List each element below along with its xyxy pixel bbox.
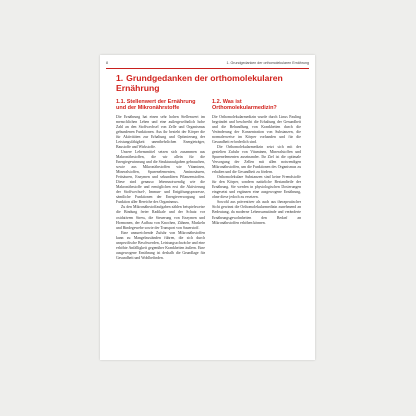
right-paragraph: Sowohl aus präventiver als auch aus therapeutischer Sicht gewinnt die Orthomolekularmedizin zunehmend an Bedeutung, da moderne Lebensumstände und veränderte Ernährungsgewohnheiten den Bedarf an Mikronährstoffen erhöhen können. — [212, 200, 301, 225]
right-column — [212, 99, 301, 349]
left-paragraph: Zu den Mikronährstoffaufgaben zählen beispielsweise die Bindung freier Radikale und der Schutz vor oxidativem Stress, die Steuerung von Enzymen und Hormonen, der Aufbau von Knochen, Zähnen, Muskeln und Bindegewebe sowie der Transport von Sauerstoff. — [116, 205, 205, 230]
chapter-title: Grundgedanken der orthomolekularen Ernährung — [116, 73, 283, 93]
chapter-number: 1. — [116, 73, 124, 83]
right-paragraph: Die Orthomolekularmedizin setzt sich mit der gezielten Zufuhr von Vitaminen, Mineralstoffen und Spurenelementen auseinander. Ihr Ziel ist die optimale Versorgung der Zellen mit allen notwendigen Mikronährstoffen, um die Funktionen des Organismus zu erhalten und die Gesundheit zu fördern. — [212, 144, 301, 175]
running-header — [106, 60, 309, 69]
running-title: 1. Grundgedanken der orthomolekularen Ernährung — [226, 61, 309, 65]
left-column — [116, 99, 205, 349]
page-number: 8 — [106, 61, 108, 65]
book-page — [100, 55, 315, 360]
section-heading-1-2: 1.2. Was ist Orthomolekularmedizin? — [212, 99, 277, 112]
right-paragraph: Orthomolekulare Substanzen sind keine Fremdstoffe für den Körper, sondern natürliche Bestandteile der Ernährung. Sie werden in physiologischen Dosierungen eingesetzt und ergänzen eine ausgewogene Ernährung, ohne diese jedoch zu ersetzen. — [212, 175, 301, 200]
right-paragraph: Die Orthomolekularmedizin wurde durch Linus Pauling begründet und beschreibt die Erhaltung der Gesundheit und die Behandlung von Krankheiten durch die Veränderung der Konzentration von Substanzen, die normalerweise im Körper vorhanden und für die Gesundheit erforderlich sind. — [212, 114, 301, 144]
section-heading-1-1: 1.1. Stellenwert der Ernährung und der Mikronährstoffe — [116, 99, 196, 112]
left-paragraph: Die Ernährung hat einen sehr hohen Stellenwert im menschlichen Leben und eine außergewöhnlich hohe Zahl an den Stoffwechsel von Zelle und Organismus gebundenen Funktionen. Aus ihr bezieht der Körper die für Aktivitäten zur Erhaltung und Optimierung der Leistungsfähigkeit unentbehrlichen Energieträger, Baustoffe und Wirkstoffe. — [116, 114, 205, 149]
left-paragraph: Eine unzureichende Zufuhr von Mikronährstoffen kann zu Mangelzuständen führen, die sich durch unspezifische Beschwerden, Leistungsschwäche und eine erhöhte Anfälligkeit gegenüber Krankheiten äußern. Eine ausgewogene Ernährung ist deshalb die Grundlage für Gesundheit und Wohlbefinden. — [116, 230, 205, 260]
chapter-heading — [116, 73, 305, 93]
left-paragraph: Unsere Lebensmittel setzen sich zusammen aus Makronährstoffen, die wir allein für die Energiegewinnung und die Strukturaufgaben gebrauchen, sowie aus Mikronährstoffen wie Vitaminen, Mineralstoffen, Spurenelementen, Aminosäuren, Fettsäuren, Enzymen und sekundären Pflanzenstoffen. Diese sind genauso lebensnotwendig wie die Makronährstoffe und ermöglichen erst die Aktivierung der Stoffwechsel-, Immun- und Entgiftungsprozesse, sämtliche Funktionen der Energieversorgung und Funktion aller Bereiche des Organismus. — [116, 149, 205, 205]
